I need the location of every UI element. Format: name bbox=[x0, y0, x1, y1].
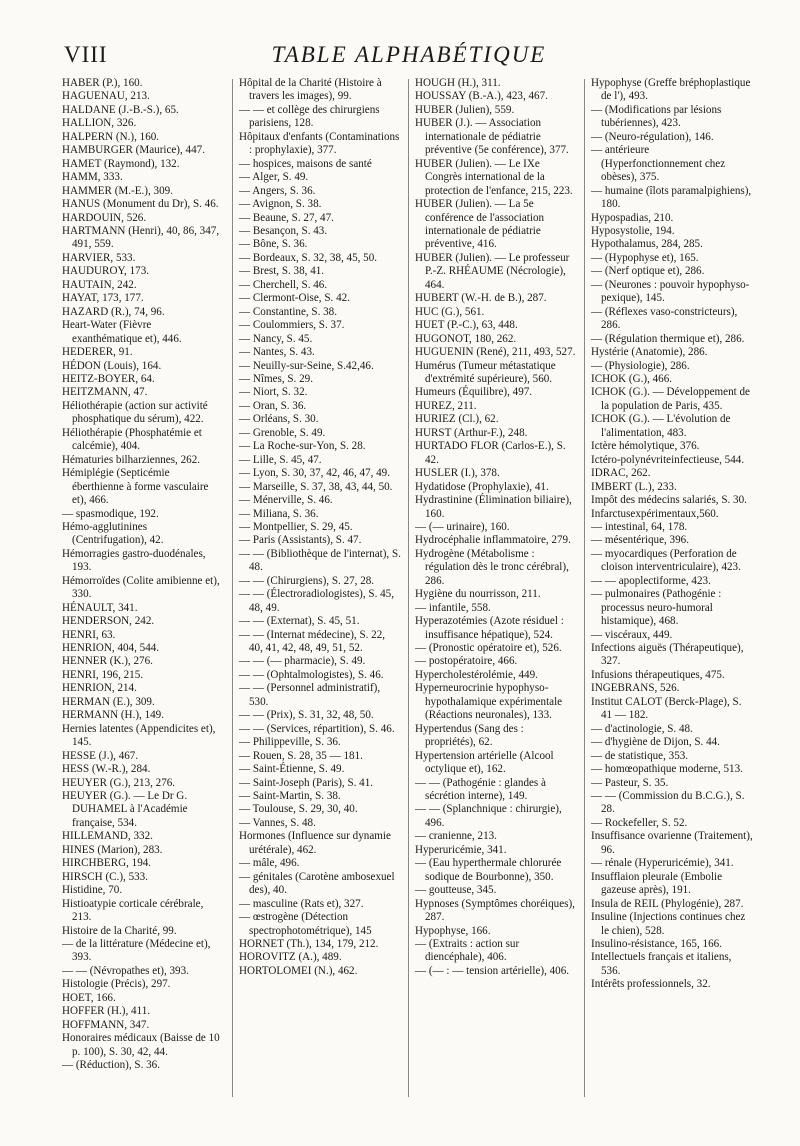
index-entry: HIRSCH (C.), 533. bbox=[62, 870, 148, 883]
index-entry: — Nîmes, S. 29. bbox=[239, 372, 313, 385]
index-entry: Hygiène du nourrisson, 211. bbox=[415, 588, 541, 601]
index-entry: Hypnoses (Symptômes choréiques), 287. bbox=[415, 897, 575, 924]
index-entry: ICHOK (G.), 466. bbox=[591, 372, 673, 385]
index-entry: — La Roche-sur-Yon, S. 28. bbox=[239, 440, 366, 453]
index-entry: HARDOUIN, 526. bbox=[62, 211, 147, 224]
index-entry: — — (Chirurgiens), S. 27, 28. bbox=[239, 574, 375, 587]
index-entry: HIRCHBERG, 194. bbox=[62, 857, 152, 870]
index-entry: Hydrocéphalie inflammatoire, 279. bbox=[415, 534, 571, 547]
index-entry: — Nancy, S. 45. bbox=[239, 332, 313, 345]
index-entry: HALDANE (J.-B.-S.), 65. bbox=[62, 103, 179, 116]
index-entry: — Avignon, S. 38. bbox=[239, 198, 322, 211]
index-entry: — (Nerf optique et), 286. bbox=[591, 265, 705, 278]
index-entry: HALPERN (N.), 160. bbox=[62, 130, 160, 143]
index-entry: — — (Pathogénie : glandes à sécrétion interne), 149. bbox=[415, 776, 546, 803]
index-entry: HOUSSAY (B.-A.), 423, 467. bbox=[415, 90, 548, 103]
index-entry: — (— : — tension artérielle), 406. bbox=[415, 964, 570, 977]
index-entry: HÉDON (Louis), 164. bbox=[62, 359, 162, 372]
index-entry: HAZARD (R.), 74, 96. bbox=[62, 305, 165, 318]
index-entry: — Lille, S. 45, 47. bbox=[239, 453, 322, 466]
index-entry: Humérus (Tumeur métastatique d'extrémité supérieure), 560. bbox=[415, 359, 556, 385]
index-entry: Hyperuricémie, 341. bbox=[415, 843, 507, 856]
index-entry: Hypertension artérielle (Alcool octylique et), 162. bbox=[415, 749, 554, 776]
index-entry: Insuffisance ovarienne (Traitement), 96. bbox=[591, 830, 753, 856]
index-entry: — Montpellier, S. 29, 45. bbox=[239, 520, 353, 533]
index-entry: — Cherchell, S. 46. bbox=[239, 278, 328, 291]
index-entry: HÉNAULT, 341. bbox=[62, 601, 138, 614]
index-entry: — — (Splanchnique : chirurgie), 496. bbox=[415, 803, 562, 829]
index-entry: Infusions thérapeutiques, 475. bbox=[591, 668, 725, 681]
index-entry: — — (Bibliothèque de l'internat), S. 48. bbox=[239, 547, 401, 574]
column-divider bbox=[232, 79, 233, 1097]
index-entry: HENNER (K.), 276. bbox=[62, 655, 153, 668]
index-entry: HAGUENAU, 213. bbox=[62, 90, 150, 103]
index-entry: — Marseille, S. 37, 38, 43, 44, 50. bbox=[239, 480, 393, 493]
index-entry: — — (Prix), S. 31, 32, 48, 50. bbox=[239, 709, 374, 722]
index-entry: — Brest, S. 38, 41. bbox=[239, 265, 325, 278]
index-entry: — Saint-Joseph (Paris), S. 41. bbox=[239, 776, 374, 789]
index-entry: — Saint-Étienne, S. 49. bbox=[239, 763, 345, 776]
index-entry: HUBER (Julien). — Le professeur P.-Z. RHÉAUME (Nécrologie), 464. bbox=[415, 251, 570, 291]
index-entry: — Miliana, S. 36. bbox=[239, 507, 319, 520]
index-entry: — — (Névropathes et), 393. bbox=[62, 964, 189, 977]
index-entry: HOROVITZ (A.), 489. bbox=[239, 951, 342, 964]
index-entry: HAUTAIN, 242. bbox=[62, 278, 137, 291]
index-entry: — goutteuse, 345. bbox=[415, 884, 497, 897]
index-entry: HUBER (Julien), 559. bbox=[415, 103, 515, 116]
index-entry: — — (— pharmacie), S. 49. bbox=[239, 655, 366, 668]
index-entry: — viscéraux, 449. bbox=[591, 628, 673, 641]
index-entry: — (Hypophyse et), 165. bbox=[591, 251, 699, 264]
index-entry: — — et collège des chirurgiens parisiens, 128. bbox=[239, 103, 380, 130]
index-entry: HURTADO FLOR (Carlos-E.), S. 42. bbox=[415, 440, 566, 466]
index-entry: ICHOK (G.). — Développement de la population de Paris, 435. bbox=[591, 386, 750, 412]
index-entry: HURIEZ (Cl.), 62. bbox=[415, 413, 499, 426]
index-entry: Hypophyse, 166. bbox=[415, 924, 491, 937]
index-entry: — masculine (Rats et), 327. bbox=[239, 897, 364, 910]
index-entry: Hyperazotémies (Azote résiduel : insuffisance hépatique), 524. bbox=[415, 615, 564, 641]
index-entry: — Bône, S. 36. bbox=[239, 238, 308, 251]
index-entry: — Nantes, S. 43. bbox=[239, 346, 315, 359]
index-entry: — Ménerville, S. 46. bbox=[239, 494, 333, 507]
index-entry: HILLEMAND, 332. bbox=[62, 830, 153, 843]
index-entry: HAYAT, 173, 177. bbox=[62, 292, 144, 305]
index-entry: — Philippeville, S. 36. bbox=[239, 736, 341, 749]
index-entry: — hospices, maisons de santé bbox=[239, 157, 372, 170]
index-entry: — de la littérature (Médecine et), 393. bbox=[62, 938, 211, 964]
index-entry: HENRI, 196, 215. bbox=[62, 668, 144, 681]
index-entry: Insulino-résistance, 165, 166. bbox=[591, 938, 722, 950]
index-entry: HUGONOT, 180, 262. bbox=[415, 332, 517, 345]
index-entry: HOUGH (H.), 311. bbox=[415, 77, 501, 89]
index-entry: Hydrogène (Métabolisme : régulation dès le tronc cérébral), 286. bbox=[415, 547, 569, 587]
index-entry: HALLION, 326. bbox=[62, 117, 137, 130]
index-entry: — humaine (îlots paramalpighiens), 180. bbox=[591, 184, 752, 211]
index-entry: HAUDUROY, 173. bbox=[62, 265, 150, 278]
index-entry: — intestinal, 64, 178. bbox=[591, 520, 688, 533]
index-entry: Hypospadias, 210. bbox=[591, 211, 674, 224]
column-divider bbox=[584, 79, 585, 1097]
index-entry: — (Réduction), S. 36. bbox=[62, 1059, 160, 1072]
index-entry: — Pasteur, S. 35. bbox=[591, 776, 669, 789]
index-entry: — Paris (Assistants), S. 47. bbox=[239, 534, 362, 547]
index-entry: — Rouen, S. 28, 35 — 181. bbox=[239, 749, 363, 762]
index-entry: — Angers, S. 36. bbox=[239, 184, 316, 197]
index-entry: HUBERT (W.-H. de B.), 287. bbox=[415, 292, 547, 305]
index-entry: Hypertendus (Sang des : propriétés), 62. bbox=[415, 722, 524, 749]
index-entry: Intellectuels français et italiens, 536. bbox=[591, 951, 732, 977]
index-entry: Insula de REIL (Phylogénie), 287. bbox=[591, 897, 744, 910]
index-entry: Histoire de la Charité, 99. bbox=[62, 924, 177, 937]
index-entry: HARTMANN (Henri), 40, 86, 347, 491, 559. bbox=[62, 224, 220, 251]
index-entry: — — (Services, répartition), S. 46. bbox=[239, 722, 395, 735]
index-entry: — (— urinaire), 160. bbox=[415, 520, 510, 533]
index-entry: — (Extraits : action sur diencéphale), 406. bbox=[415, 938, 520, 964]
index-entry: Hypercholestérolémie, 449. bbox=[415, 668, 538, 681]
index-entry: HAMBURGER (Maurice), 447. bbox=[62, 144, 205, 157]
index-entry: HUGUENIN (René), 211, 493, 527. bbox=[415, 346, 576, 359]
index-entry: Heart-Water (Fièvre exanthématique et), 446. bbox=[62, 319, 182, 345]
index-entry: Infections aiguës (Thérapeutique), 327. bbox=[591, 642, 744, 668]
index-entry: HENRION, 404, 544. bbox=[62, 642, 160, 655]
index-entry: — spasmodique, 192. bbox=[62, 507, 159, 520]
index-entry: — pulmonaires (Pathogénie : processus neuro-humoral histamique), 468. bbox=[591, 588, 722, 628]
index-entry: — — apoplectiforme, 423. bbox=[591, 574, 711, 587]
index-entry: — d'actinologie, S. 48. bbox=[591, 722, 693, 735]
index-entry: HENDERSON, 242. bbox=[62, 615, 155, 628]
index-entry: HURST (Arthur-F.), 248. bbox=[415, 426, 528, 439]
index-entry: Hydatidose (Prophylaxie), 41. bbox=[415, 480, 549, 493]
index-entry: — Toulouse, S. 29, 30, 40. bbox=[239, 803, 358, 816]
index-entry: Hémorragies gastro-duodénales, 193. bbox=[62, 547, 206, 574]
index-entry: Insufflaion pleurale (Embolie gazeuse après), 191. bbox=[591, 870, 723, 897]
index-entry: HUBER (J.). — Association internationale de pédiatrie préventive (5e conférence), 377. bbox=[415, 117, 569, 157]
running-title: TABLE ALPHABÉTIQUE bbox=[271, 42, 547, 67]
index-entry: HEDERER, 91. bbox=[62, 346, 133, 359]
index-entry: HEITZ-BOYER, 64. bbox=[62, 372, 155, 385]
index-entry: — — (Commission du B.C.G.), S. 28. bbox=[591, 790, 745, 816]
index-entry: HAMET (Raymond), 132. bbox=[62, 157, 180, 170]
index-entry: — rénale (Hyperuricémie), 341. bbox=[591, 857, 734, 870]
index-entry: — Saint-Martin, S. 38. bbox=[239, 790, 341, 803]
index-entry: Impôt des médecins salariés, S. 30. bbox=[591, 494, 747, 507]
index-entry: HOFFER (H.), 411. bbox=[62, 1005, 151, 1018]
index-entry: HOFFMANN, 347. bbox=[62, 1018, 150, 1031]
index-entry: Ictère hémolytique, 376. bbox=[591, 440, 700, 453]
index-entry: HINES (Marion), 283. bbox=[62, 843, 163, 856]
index-entry: — cranienne, 213. bbox=[415, 830, 497, 843]
index-entry: — Lyon, S. 30, 37, 42, 46, 47, 49. bbox=[239, 467, 391, 480]
index-entry: HUBER (Julien). — Le IXe Congrès international de la protection de l'enfance, 215, 223. bbox=[415, 157, 573, 197]
index-column-1 bbox=[62, 77, 224, 1102]
index-entry: Hernies latentes (Appendicites et), 145. bbox=[62, 722, 216, 749]
index-column-4 bbox=[591, 77, 753, 1102]
index-entry: Hématuries bilharziennes, 262. bbox=[62, 453, 201, 466]
index-entry: — — (Électroradiologistes), S. 45, 48, 49. bbox=[239, 588, 394, 614]
index-entry: — — (Externat), S. 45, 51. bbox=[239, 615, 360, 628]
index-entry: IDRAC, 262. bbox=[591, 467, 651, 480]
index-entry: Hypophyse (Greffe bréphoplastique de l'), 493. bbox=[591, 77, 751, 103]
index-entry: — (Pronostic opératoire et), 526. bbox=[415, 642, 562, 655]
index-entry: — Neuilly-sur-Seine, S.42,46. bbox=[239, 359, 374, 372]
index-column-2 bbox=[239, 77, 401, 1102]
index-entry: Hôpital de la Charité (Histoire à travers les images), 99. bbox=[239, 77, 382, 103]
index-entry: — — (Personnel administratif), 530. bbox=[239, 682, 381, 708]
index-entry: Hémo-agglutinines (Centrifugation), 42. bbox=[62, 520, 164, 547]
index-entry: — (Physiologie), 286. bbox=[591, 359, 690, 372]
index-entry: — (Modifications par lésions tubériennes), 423. bbox=[591, 103, 722, 130]
index-entry: HORTOLOMEI (N.), 462. bbox=[239, 964, 358, 977]
index-columns bbox=[62, 77, 766, 1102]
index-entry: IMBERT (L.), 233. bbox=[591, 480, 677, 493]
index-entry: — Bordeaux, S. 32, 38, 45, 50. bbox=[239, 251, 378, 264]
index-entry: ICHOK (G.). — L'évolution de l'alimentation, 483. bbox=[591, 413, 731, 439]
index-entry: — Alger, S. 49. bbox=[239, 171, 309, 184]
index-entry: — — (Internat médecine), S. 22, 40, 41, 42, 48, 49, 51, 52. bbox=[239, 628, 386, 655]
index-entry: HENRI, 63. bbox=[62, 628, 116, 641]
index-entry: HUREZ, 211. bbox=[415, 399, 477, 412]
index-entry: HEITZMANN, 47. bbox=[62, 386, 148, 399]
index-entry: — (Neuro-régulation), 146. bbox=[591, 130, 714, 143]
index-entry: — — (Ophtalmologistes), S. 46. bbox=[239, 668, 384, 681]
index-entry: — Rockefeller, S. 52. bbox=[591, 816, 688, 829]
index-entry: Histidine, 70. bbox=[62, 884, 123, 897]
index-entry: Hyperneurocrinie hypophyso-hypothalamique expérimentale (Réactions neuronales), 133. bbox=[415, 682, 563, 722]
index-entry: Hyposystolie, 194. bbox=[591, 224, 675, 237]
index-entry: — Orléans, S. 30. bbox=[239, 413, 319, 426]
index-entry: — myocardiques (Perforation de cloison interventriculaire), 423. bbox=[591, 547, 741, 574]
index-entry: HUBER (Julien). — La 5e conférence de l'association internationale de pédiatrie préventive, 416. bbox=[415, 198, 545, 251]
page-header bbox=[64, 42, 754, 78]
index-entry: Hémiplégie (Septicémie éberthienne à forme vasculaire et), 466. bbox=[62, 467, 209, 507]
index-entry: HAMMER (M.-E.), 309. bbox=[62, 184, 173, 197]
index-entry: HORNET (Th.), 134, 179, 212. bbox=[239, 938, 379, 950]
index-entry: — mésentérique, 396. bbox=[591, 534, 689, 547]
index-entry: Infarctusexpérimentaux,560. bbox=[591, 507, 719, 520]
index-entry: — Coulommiers, S. 37. bbox=[239, 319, 345, 332]
index-entry: Hydrastinine (Élimination biliaire), 160. bbox=[415, 494, 572, 520]
index-entry: Ictéro-polynévriteinfectieuse, 544. bbox=[591, 453, 745, 466]
index-entry: — homœopathique moderne, 513. bbox=[591, 763, 743, 776]
index-entry: HOET, 166. bbox=[62, 991, 116, 1004]
index-entry: Hormones (Influence sur dynamie urétérale), 462. bbox=[239, 830, 391, 856]
index-entry: HARVIER, 533. bbox=[62, 251, 136, 264]
index-column-3 bbox=[415, 77, 577, 1102]
index-entry: — Niort, S. 32. bbox=[239, 386, 308, 399]
page-number: VIII bbox=[64, 42, 108, 67]
index-entry: HUET (P.-C.), 63, 448. bbox=[415, 319, 518, 332]
index-entry: — (Réflexes vaso-constricteurs), 286. bbox=[591, 305, 738, 332]
index-entry: — postopératoire, 466. bbox=[415, 655, 518, 668]
index-entry: — Besançon, S. 43. bbox=[239, 224, 328, 237]
index-entry: — (Neurones : pouvoir hypophyso-pexique), 145. bbox=[591, 278, 750, 305]
index-entry: HEUYER (G.), 213, 276. bbox=[62, 776, 176, 789]
index-entry: — Grenoble, S. 49. bbox=[239, 426, 326, 439]
index-entry: Hypothalamus, 284, 285. bbox=[591, 238, 703, 251]
index-entry: Hôpitaux d'enfants (Contaminations : prophylaxie), 377. bbox=[239, 130, 400, 157]
index-entry: Histioatypie corticale cérébrale, 213. bbox=[62, 897, 204, 924]
index-entry: Hystérie (Anatomie), 286. bbox=[591, 346, 708, 359]
index-entry: HERMAN (E.), 309. bbox=[62, 695, 155, 708]
index-entry: Hémorroïdes (Colite amibienne et), 330. bbox=[62, 574, 220, 601]
index-entry: HESSE (J.), 467. bbox=[62, 749, 139, 762]
index-entry: Héliothérapie (action sur activité phosphatique du sérum), 422. bbox=[62, 399, 208, 426]
index-entry: — d'hygiène de Dijon, S. 44. bbox=[591, 736, 720, 749]
index-entry: — Constantine, S. 38. bbox=[239, 305, 337, 318]
index-entry: — Beaune, S. 27, 47. bbox=[239, 211, 334, 224]
index-entry: Intérêts professionnels, 32. bbox=[591, 978, 711, 991]
index-entry: HUC (G.), 561. bbox=[415, 305, 485, 318]
index-entry: — génitales (Carotène ambosexuel des), 40. bbox=[239, 870, 395, 897]
index-entry: HERMANN (H.), 149. bbox=[62, 709, 164, 722]
index-entry: HUSLER (I.), 378. bbox=[415, 467, 500, 480]
index-entry: Honoraires médicaux (Baisse de 10 p. 100), S. 30, 42, 44. bbox=[62, 1032, 220, 1058]
index-entry: HAMM, 333. bbox=[62, 171, 123, 184]
index-entry: HESS (W.-R.), 284. bbox=[62, 763, 151, 776]
index-entry: Héliothérapie (Phosphatémie et calcémie), 404. bbox=[62, 426, 202, 453]
index-entry: — Vannes, S. 48. bbox=[239, 816, 316, 829]
index-entry: — de statistique, 353. bbox=[591, 749, 689, 762]
index-entry: — (Régulation thermique et), 286. bbox=[591, 332, 745, 345]
index-entry: INGEBRANS, 526. bbox=[591, 682, 680, 695]
index-entry: — antérieure (Hyperfonctionnement chez obèses), 375. bbox=[591, 144, 726, 184]
index-entry: HABER (P.), 160. bbox=[62, 77, 143, 89]
index-entry: — Oran, S. 36. bbox=[239, 399, 307, 412]
index-entry: Humeurs (Équilibre), 497. bbox=[415, 386, 533, 399]
index-entry: HENRION, 214. bbox=[62, 682, 137, 695]
index-entry: — (Eau hyperthermale chlorurée sodique de Bourbonne), 350. bbox=[415, 857, 562, 883]
index-entry: — œstrogène (Détection spectrophotométrique), 145 bbox=[239, 911, 372, 937]
index-entry: — Clermont-Oise, S. 42. bbox=[239, 292, 350, 305]
index-entry: HANUS (Monument du Dr), S. 46. bbox=[62, 198, 219, 211]
index-entry: — infantile, 558. bbox=[415, 601, 491, 614]
index-entry: — mâle, 496. bbox=[239, 857, 300, 870]
index-entry: Insuline (Injections continues chez le chien), 528. bbox=[591, 911, 746, 937]
column-divider bbox=[408, 79, 409, 1097]
index-entry: HEUYER (G.). — Le Dr G. DUHAMEL à l'Académie française, 534. bbox=[62, 790, 188, 829]
index-entry: Institut CALOT (Berck-Plage), S. 41 — 182. bbox=[591, 695, 742, 722]
index-entry: Histologie (Précis), 297. bbox=[62, 978, 171, 991]
